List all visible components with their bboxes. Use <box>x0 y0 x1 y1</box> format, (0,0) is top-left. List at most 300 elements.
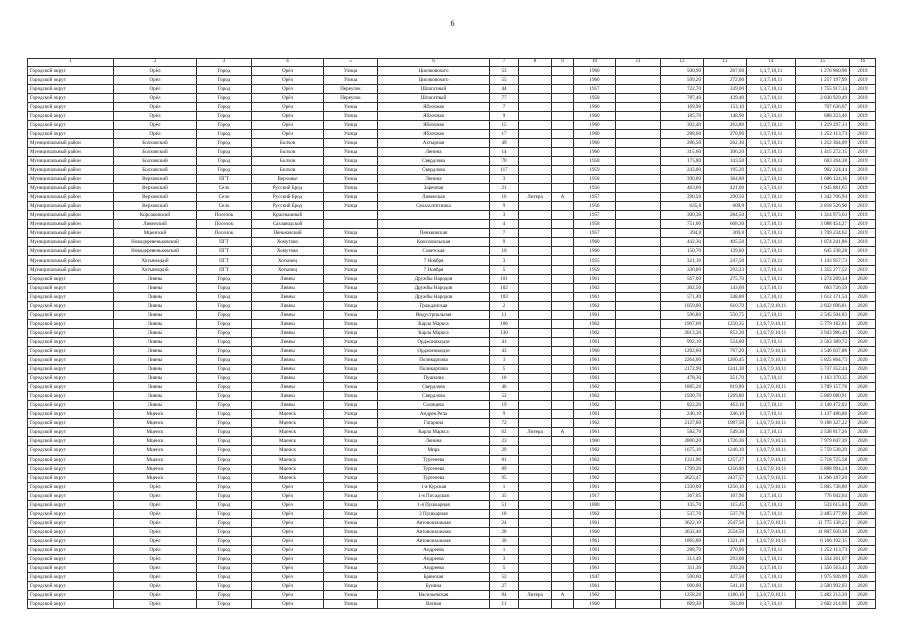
table-cell: 1967,60 <box>661 319 704 328</box>
table-cell: 1,3,7,10,11 <box>747 292 796 301</box>
table-cell: Ливны <box>114 274 197 283</box>
table-cell: 263,80 <box>704 120 747 129</box>
table-row <box>28 120 876 129</box>
table-cell <box>616 66 661 75</box>
table-cell <box>519 401 552 410</box>
table-cell: 247,50 <box>704 256 747 265</box>
table-cell <box>519 328 552 337</box>
table-cell: 1,3,7,10,11 <box>747 147 796 156</box>
table-cell <box>552 482 574 491</box>
table-cell: Улица <box>324 66 378 75</box>
table-row <box>28 102 876 111</box>
table-cell <box>519 600 552 609</box>
table-cell: Сельхозтехника <box>378 202 490 211</box>
table-cell: Городской округ <box>28 93 114 102</box>
table-cell: А <box>552 591 574 600</box>
table-cell <box>616 247 661 256</box>
column-number-cell: 5 <box>324 59 378 67</box>
table-cell: Васильевская <box>378 591 490 600</box>
table-cell: 293,23 <box>704 265 747 274</box>
table-cell: Орёл <box>252 582 324 591</box>
table-cell <box>519 120 552 129</box>
table-cell <box>552 292 574 301</box>
table-cell: 2019 <box>850 238 876 247</box>
table-cell <box>616 129 661 138</box>
table-cell: 1,3,7,10,11 <box>747 184 796 193</box>
table-cell: 1,3,7,10,11 <box>747 66 796 75</box>
table-cell: 1959 <box>574 265 616 274</box>
table-cell: 1,3,7,10,11 <box>747 202 796 211</box>
table-cell: Городской округ <box>28 292 114 301</box>
table-cell: 1,3,7,10,11 <box>747 410 796 419</box>
table-cell <box>552 500 574 509</box>
table-cell <box>552 220 574 229</box>
table-cell: 29 <box>490 446 519 455</box>
table-cell <box>552 564 574 573</box>
table-cell: Улица <box>324 193 378 202</box>
table-cell: 7 Ноября <box>378 265 490 274</box>
table-cell: Шпагатный <box>378 93 490 102</box>
table-cell: Городской округ <box>28 455 114 464</box>
table-cell: Циолковского <box>378 75 490 84</box>
table-cell: Улица <box>324 383 378 392</box>
table-cell: 1,3,6,7,9,10,11 <box>747 346 796 355</box>
table-cell: 1960 <box>574 527 616 536</box>
table-cell: Город <box>197 129 252 138</box>
table-cell: Орёл <box>114 491 197 500</box>
table-cell: 1,3,6,7,9,10,11 <box>747 518 796 527</box>
table-cell: Улица <box>324 527 378 536</box>
table-cell: 992,10 <box>661 337 704 346</box>
table-cell: Гагарина <box>378 419 490 428</box>
table-cell: 1958 <box>574 93 616 102</box>
table-cell: 1,3,7,10,11 <box>747 138 796 147</box>
table-cell: 153,10 <box>704 102 747 111</box>
table-cell: 645 238,28 <box>796 247 850 256</box>
table-cell: 1 219 297,13 <box>796 120 850 129</box>
column-number-cell: 9 <box>552 59 574 67</box>
table-cell: 668,30 <box>704 220 747 229</box>
table-cell: 2 <box>490 301 519 310</box>
table-cell: 609,8 <box>704 202 747 211</box>
table-cell <box>616 175 661 184</box>
table-cell: 1,3,7,10,11 <box>747 75 796 84</box>
table-cell: Пушкина <box>378 374 490 383</box>
table-row <box>28 111 876 120</box>
table-cell: Улица <box>324 401 378 410</box>
table-cell <box>552 102 574 111</box>
table-row <box>28 518 876 527</box>
table-cell: 311,30 <box>661 564 704 573</box>
table-cell: 52 <box>490 392 519 401</box>
table-cell: 1960 <box>574 102 616 111</box>
table-cell: Верховский <box>114 202 197 211</box>
table-cell: Орёл <box>114 129 197 138</box>
table-cell: 2020 <box>850 428 876 437</box>
table-cell: Дружбы Народов <box>378 274 490 283</box>
table-row <box>28 527 876 536</box>
table-cell <box>552 419 574 428</box>
table-cell: Орёл <box>114 500 197 509</box>
table-cell: 5 482 213,20 <box>796 591 850 600</box>
table-cell: Городской округ <box>28 555 114 564</box>
table-cell: 1961 <box>574 310 616 319</box>
table-row <box>28 428 876 437</box>
table-cell: Поселок <box>197 229 252 238</box>
table-cell: 1260,45 <box>704 356 747 365</box>
table-cell: 421,00 <box>704 184 747 193</box>
table-cell: Улица <box>324 147 378 156</box>
table-cell <box>616 591 661 600</box>
table-cell: 6 106 192,15 <box>796 536 850 545</box>
table-cell: 62 <box>490 428 519 437</box>
table-cell: Городской округ <box>28 365 114 374</box>
table-cell: Ливны <box>252 283 324 292</box>
table-cell: 150,70 <box>661 247 704 256</box>
table-cell: Город <box>197 166 252 175</box>
table-cell: 27 <box>490 582 519 591</box>
table-cell: Ватная <box>378 600 490 609</box>
table-cell: Городской округ <box>28 401 114 410</box>
table-cell: Андреева <box>378 564 490 573</box>
table-cell: Ливны <box>252 346 324 355</box>
table-row <box>28 283 876 292</box>
table-cell: 1962 <box>574 301 616 310</box>
table-cell: 2020 <box>850 419 876 428</box>
table-cell: Улица <box>324 138 378 147</box>
table-row <box>28 175 876 184</box>
table-cell: 2 485 277,06 <box>796 509 850 518</box>
table-cell: 3 <box>490 175 519 184</box>
table-cell: 1958 <box>574 175 616 184</box>
table-cell: 1 163 370,35 <box>796 374 850 383</box>
table-cell: Ливны <box>252 301 324 310</box>
table-cell <box>552 129 574 138</box>
table-cell: Улица <box>324 111 378 120</box>
table-cell: Город <box>197 392 252 401</box>
table-cell <box>552 410 574 419</box>
table-cell: Поселок <box>197 220 252 229</box>
table-cell: Город <box>197 337 252 346</box>
table-cell: 55 <box>490 75 519 84</box>
table-cell <box>616 374 661 383</box>
table-cell <box>616 455 661 464</box>
table-cell: Улица <box>324 75 378 84</box>
table-cell: 15 <box>490 120 519 129</box>
table-cell: Городской округ <box>28 600 114 609</box>
table-cell: Город <box>197 482 252 491</box>
table-cell: Ливны <box>114 365 197 374</box>
table-cell: 1,3,7,10,11 <box>747 564 796 573</box>
table-cell: 1962 <box>574 401 616 410</box>
table-cell <box>616 265 661 274</box>
table-cell: 21 <box>490 184 519 193</box>
table-cell <box>616 229 661 238</box>
table-cell: 1962 <box>574 591 616 600</box>
table-cell: 1 686 124,36 <box>796 175 850 184</box>
table-row <box>28 274 876 283</box>
table-cell <box>616 301 661 310</box>
table-cell: Орёл <box>114 555 197 564</box>
table-cell: 286,50 <box>661 138 704 147</box>
table-cell: Мценск <box>114 464 197 473</box>
table-cell: 5 779 182,01 <box>796 319 850 328</box>
table-cell: Литера <box>519 591 552 600</box>
table-cell <box>552 66 574 75</box>
table-cell: Город <box>197 591 252 600</box>
table-cell: Городской округ <box>28 419 114 428</box>
table-cell: 2800,20 <box>661 437 704 446</box>
table-cell: Болховский <box>114 166 197 175</box>
table-cell: Город <box>197 356 252 365</box>
table-cell: 369,8 <box>704 229 747 238</box>
table-cell: Город <box>197 383 252 392</box>
table-cell: 1321,10 <box>704 536 747 545</box>
table-cell: Орёл <box>252 509 324 518</box>
table-cell: Город <box>197 274 252 283</box>
table-row <box>28 545 876 554</box>
table-cell: 1,3,7,10,11 <box>747 84 796 93</box>
table-cell: 1962 <box>574 328 616 337</box>
table-cell: 11 <box>490 600 519 609</box>
table-cell <box>552 111 574 120</box>
table-cell: 3 546 037,86 <box>796 346 850 355</box>
table-cell: Ливны <box>114 383 197 392</box>
table-cell: 722,70 <box>661 84 704 93</box>
table-cell: Городской округ <box>28 536 114 545</box>
table-cell: 1961 <box>574 536 616 545</box>
table-cell: Улица <box>324 437 378 446</box>
table-cell: Орёл <box>252 84 324 93</box>
table-cell: Городской округ <box>28 491 114 500</box>
table-cell: 2020 <box>850 573 876 582</box>
table-cell: 41 <box>490 337 519 346</box>
table-cell: Автовокзальная <box>378 536 490 545</box>
table-cell: 2 822 696,81 <box>796 301 850 310</box>
table-cell <box>552 211 574 220</box>
table-cell: Улица <box>324 455 378 464</box>
table-cell: 5 <box>490 265 519 274</box>
table-row <box>28 202 876 211</box>
column-number-cell: 6 <box>378 59 490 67</box>
table-cell <box>616 111 661 120</box>
table-cell <box>552 365 574 374</box>
table-cell: Улица <box>324 328 378 337</box>
table-cell: 1960 <box>574 111 616 120</box>
table-row <box>28 328 876 337</box>
table-cell: 1961 <box>574 356 616 365</box>
table-cell: Ливны <box>114 292 197 301</box>
table-cell: 51 <box>490 500 519 509</box>
table-cell <box>519 500 552 509</box>
table-cell: 2019 <box>850 102 876 111</box>
table-row <box>28 156 876 165</box>
table-cell: 1961 <box>574 582 616 591</box>
table-cell <box>378 211 490 220</box>
table-cell: 1,3,7,10,11 <box>747 238 796 247</box>
table-cell: 2013,30 <box>661 328 704 337</box>
table-cell: 2020 <box>850 328 876 337</box>
table-row <box>28 301 876 310</box>
table-cell: Город <box>197 600 252 609</box>
table-cell: Улица <box>324 518 378 527</box>
column-number-cell: 4 <box>252 59 324 67</box>
table-cell: Улица <box>324 120 378 129</box>
table-cell: Мценский <box>114 229 197 238</box>
table-cell: Орёл <box>252 129 324 138</box>
table-cell: 2020 <box>850 509 876 518</box>
table-cell <box>519 283 552 292</box>
table-cell <box>519 437 552 446</box>
table-cell: 1 350 563,43 <box>796 564 850 573</box>
table-cell: 1 252 113,73 <box>796 129 850 138</box>
column-number-cell: 3 <box>197 59 252 67</box>
column-number-cell: 16 <box>850 59 876 67</box>
table-cell: Мценск <box>114 419 197 428</box>
table-cell <box>519 301 552 310</box>
table-cell: 2020 <box>850 319 876 328</box>
table-cell <box>552 184 574 193</box>
table-cell: Городской округ <box>28 129 114 138</box>
table-cell: 2019 <box>850 175 876 184</box>
table-cell: 2020 <box>850 346 876 355</box>
table-cell <box>552 319 574 328</box>
table-cell <box>552 582 574 591</box>
table-cell: Ливны <box>252 274 324 283</box>
table-cell: 14 <box>490 147 519 156</box>
table-cell: 1 <box>490 545 519 554</box>
table-cell <box>616 365 661 374</box>
table-cell: 1959 <box>574 166 616 175</box>
table-row <box>28 193 876 202</box>
table-cell: Городской округ <box>28 66 114 75</box>
table-cell <box>519 247 552 256</box>
table-cell: Городской округ <box>28 509 114 518</box>
table-cell: 1 212 364,09 <box>796 138 850 147</box>
table-cell: 1 143 957,73 <box>796 256 850 265</box>
table-cell <box>552 256 574 265</box>
table-cell <box>616 156 661 165</box>
table-cell: Орёл <box>252 102 324 111</box>
table-cell: 3 <box>490 356 519 365</box>
table-cell: 9 <box>490 111 519 120</box>
table-cell: 3632,40 <box>661 527 704 536</box>
table-cell: Городской округ <box>28 310 114 319</box>
table-cell: 10 <box>490 247 519 256</box>
table-cell <box>519 419 552 428</box>
table-cell: Город <box>197 66 252 75</box>
table-cell: 2019 <box>850 111 876 120</box>
table-cell <box>552 374 574 383</box>
table-cell <box>616 383 661 392</box>
table-cell: 1 257 197,99 <box>796 75 850 84</box>
table-cell: Ленина <box>378 175 490 184</box>
table-cell: 1 874 241,86 <box>796 238 850 247</box>
table-cell: Город <box>197 102 252 111</box>
table-cell: Улица <box>324 265 378 274</box>
table-cell: 2020 <box>850 482 876 491</box>
table-cell <box>616 582 661 591</box>
table-cell: 330,00 <box>661 265 704 274</box>
table-cell <box>552 573 574 582</box>
table-cell: 1,3,7,10,11 <box>747 120 796 129</box>
table-cell: Город <box>197 365 252 374</box>
table-cell <box>552 337 574 346</box>
table-cell: 7 Ноября <box>378 256 490 265</box>
table-cell: Улица <box>324 482 378 491</box>
table-cell: Улица <box>324 591 378 600</box>
table-row <box>28 129 876 138</box>
table-cell: 9 <box>490 238 519 247</box>
table-cell: Дружбы Народов <box>378 283 490 292</box>
table-cell: 1960 <box>574 66 616 75</box>
table-cell <box>552 301 574 310</box>
table-cell: 139,60 <box>704 247 747 256</box>
table-cell: 4 <box>490 220 519 229</box>
table-cell: Солнцева <box>378 401 490 410</box>
table-cell: Город <box>197 138 252 147</box>
table-cell <box>552 437 574 446</box>
table-cell: Улица <box>324 156 378 165</box>
table-cell: 9 <box>490 410 519 419</box>
table-cell: Город <box>197 573 252 582</box>
table-cell: 2 140 472,02 <box>796 401 850 410</box>
table-cell: Болхов <box>252 138 324 147</box>
table-cell: 1960 <box>574 138 616 147</box>
table-cell: Городской округ <box>28 75 114 84</box>
table-cell: 405,50 <box>704 238 747 247</box>
table-cell: Город <box>197 283 252 292</box>
table-cell: Улица <box>324 365 378 374</box>
table-cell: 1,3,7,10,11 <box>747 582 796 591</box>
table-cell: ПГТ <box>197 256 252 265</box>
table-cell: Улица <box>324 573 378 582</box>
table-cell: 1957 <box>574 84 616 93</box>
table-cell: Карла Маркса <box>378 319 490 328</box>
table-cell: Городской округ <box>28 283 114 292</box>
table-cell: Ливны <box>252 292 324 301</box>
table-cell: Литера <box>519 193 552 202</box>
table-cell: 1961 <box>574 365 616 374</box>
table-cell: 3 943 986,49 <box>796 328 850 337</box>
table-cell <box>552 600 574 609</box>
table-cell: 315,60 <box>661 147 704 156</box>
table-cell: 2 538 817,26 <box>796 428 850 437</box>
table-cell: Мира <box>378 446 490 455</box>
table-cell: Болховский <box>114 156 197 165</box>
table-cell: 1 755 917,34 <box>796 84 850 93</box>
table-cell: 2020 <box>850 473 876 482</box>
table-cell: 2 545 504,83 <box>796 310 850 319</box>
table-cell: 18 <box>490 509 519 518</box>
table-cell <box>616 446 661 455</box>
table-row <box>28 464 876 473</box>
table-cell: Орёл <box>114 111 197 120</box>
table-cell: Краснышный <box>252 211 324 220</box>
table-row <box>28 256 876 265</box>
table-cell: Город <box>197 319 252 328</box>
table-cell: 902 224,44 <box>796 166 850 175</box>
table-cell: 11 <box>490 310 519 319</box>
table-cell: 5 759 538,29 <box>796 446 850 455</box>
table-row <box>28 419 876 428</box>
table-cell: 1960 <box>574 129 616 138</box>
table-cell: Ливны <box>252 374 324 383</box>
table-cell: 1,3,7,10,11 <box>747 166 796 175</box>
table-cell: Городской округ <box>28 301 114 310</box>
table-cell: 3 <box>490 555 519 564</box>
table-cell: 390,00 <box>661 175 704 184</box>
